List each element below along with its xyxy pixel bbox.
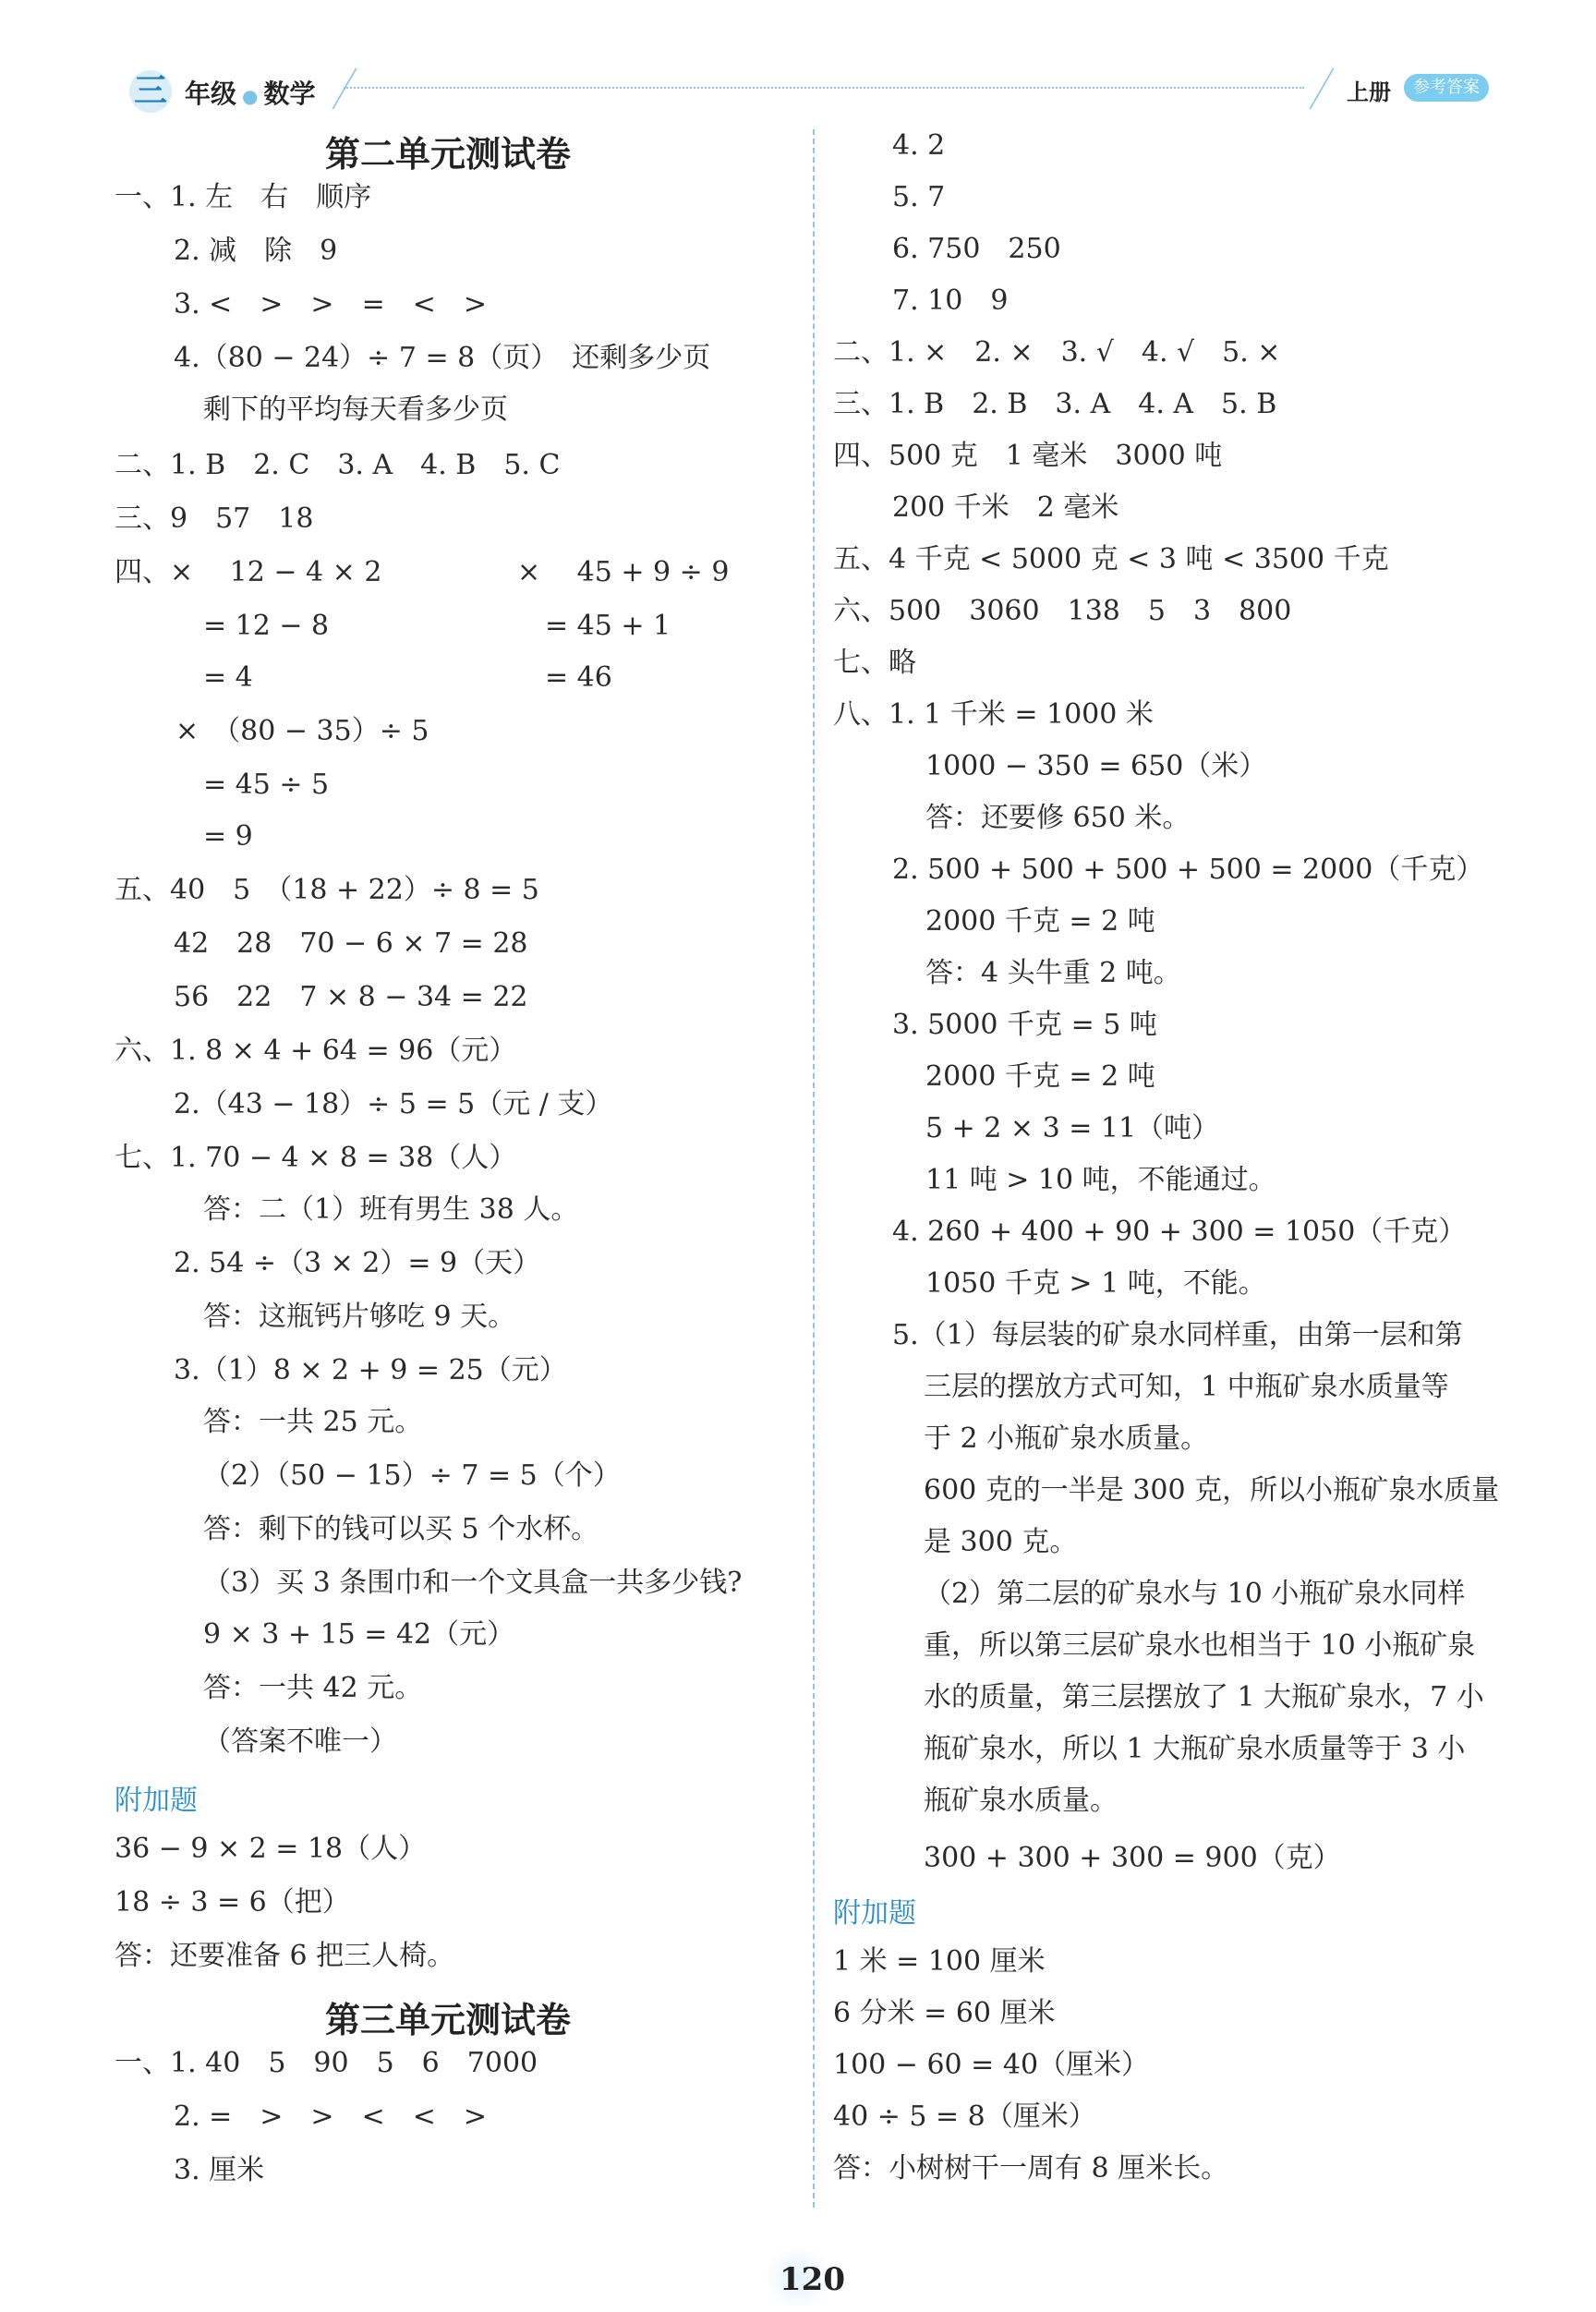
grade-subject-label xyxy=(185,74,315,111)
bonus-title: 附加题 xyxy=(833,1897,916,1930)
answer-line: 2.（43 − 18）÷ 5 = 5（元 / 支） xyxy=(174,1088,613,1120)
answer-line: 18 ÷ 3 = 6（把） xyxy=(115,1886,350,1919)
answer-line: 答：剩下的钱可以买 5 个水杯。 xyxy=(203,1513,599,1545)
answer-line: 答：一共 42 元。 xyxy=(203,1672,423,1704)
answer-line: 答：还要修 650 米。 xyxy=(925,802,1191,834)
grade-label: 年级 xyxy=(185,79,237,109)
answer-line: = 12 − 8 xyxy=(203,610,330,642)
answer-line: = 46 xyxy=(545,661,612,694)
answer-line: 11 吨 > 10 吨，不能通过。 xyxy=(925,1164,1276,1196)
answer-line: 三层的摆放方式可知，1 中瓶矿泉水质量等 xyxy=(924,1371,1449,1403)
answer-line: 2000 千克 = 2 吨 xyxy=(925,905,1155,938)
volume-label: 上册 xyxy=(1347,79,1391,105)
answer-line: = 45 + 1 xyxy=(545,610,671,642)
answer-line: （2）第二层的矿泉水与 10 小瓶矿泉水同样 xyxy=(924,1578,1466,1610)
answer-line: 答：一共 25 元。 xyxy=(203,1406,423,1438)
answer-line: 6 分米 = 60 厘米 xyxy=(833,1997,1056,2029)
bonus-title: 附加题 xyxy=(115,1785,198,1817)
subject-label: 数学 xyxy=(263,79,316,109)
answer-line: 水的质量，第三层摆放了 1 大瓶矿泉水，7 小 xyxy=(924,1681,1484,1713)
answer-line: 五、4 千克 < 5000 克 < 3 吨 < 3500 千克 xyxy=(833,543,1389,575)
answer-line: 六、500 3060 138 5 3 800 xyxy=(833,595,1292,627)
answer-line: 五、40 5 （18 + 22）÷ 8 = 5 xyxy=(115,874,539,906)
answer-line: 6. 750 250 xyxy=(892,233,1061,265)
answer-line: × （80 − 35）÷ 5 xyxy=(175,715,429,747)
grade-badge: 三 xyxy=(129,70,172,113)
answer-line: = 9 xyxy=(203,820,253,853)
answer-line: 100 − 60 = 40（厘米） xyxy=(833,2049,1150,2081)
answer-line: 4. 260 + 400 + 90 + 300 = 1050（千克） xyxy=(892,1216,1467,1248)
answer-line: 1000 − 350 = 650（米） xyxy=(925,750,1267,782)
answer-line: 六、1. 8 × 4 + 64 = 96（元） xyxy=(115,1035,517,1067)
answer-line: 答：这瓶钙片够吃 9 天。 xyxy=(203,1301,516,1333)
answer-line: 七、1. 70 − 4 × 8 = 38（人） xyxy=(115,1142,517,1174)
answer-line: 二、1. B 2. C 3. A 4. B 5. C xyxy=(115,449,561,481)
answer-line: 2000 千克 = 2 吨 xyxy=(925,1060,1155,1093)
answer-line: 八、1. 1 千米 = 1000 米 xyxy=(833,698,1154,731)
page-header xyxy=(0,0,1596,129)
answer-line: 1050 千克 > 1 吨，不能。 xyxy=(925,1267,1266,1300)
answer-line: 300 + 300 + 300 = 900（克） xyxy=(924,1842,1341,1874)
answer-line: 2. 减 除 9 xyxy=(174,235,338,267)
answer-line: 5.（1）每层装的矿泉水同样重，由第一层和第 xyxy=(892,1319,1463,1351)
answer-line: （3）买 3 条围巾和一个文具盒一共多少钱? xyxy=(203,1567,743,1599)
answer-line: 一、1. 左 右 顺序 xyxy=(115,181,372,213)
answer-line: 答：二（1）班有男生 38 人。 xyxy=(203,1193,579,1226)
header-dotted-rule xyxy=(344,87,1304,89)
answer-line: 7. 10 9 xyxy=(892,284,1009,317)
answer-line: 1 米 = 100 厘米 xyxy=(833,1945,1046,1978)
answer-line: 3. 5000 千克 = 5 吨 xyxy=(892,1009,1157,1041)
answer-line: 5 + 2 × 3 = 11（吨） xyxy=(925,1112,1220,1144)
answer-line: 二、1. × 2. × 3. √ 4. √ 5. × xyxy=(833,336,1281,369)
answer-line: 2. = > > < < > xyxy=(174,2100,487,2133)
answer-line: 四、× 12 − 4 × 2 xyxy=(115,556,382,588)
answer-line: 答：4 头牛重 2 吨。 xyxy=(925,957,1181,989)
answer-line: 答：还要准备 6 把三人椅。 xyxy=(115,1940,455,1972)
column-divider xyxy=(813,129,815,2208)
answer-line: 2. 54 ÷（3 × 2）= 9（天） xyxy=(174,1247,541,1279)
answer-line: 是 300 克。 xyxy=(924,1526,1078,1558)
answer-line: （答案不唯一） xyxy=(203,1725,397,1758)
answer-line: 3.（1）8 × 2 + 9 = 25（元） xyxy=(174,1354,567,1386)
answer-line: 600 克的一半是 300 克，所以小瓶矿泉水质量 xyxy=(924,1474,1500,1507)
answer-line: 40 ÷ 5 = 8（厘米） xyxy=(833,2100,1096,2133)
answer-line: 5. 7 xyxy=(892,181,946,213)
answer-line: 剩下的平均每天看多少页 xyxy=(203,393,508,426)
answer-key-badge: 参考答案 xyxy=(1404,74,1489,102)
answer-line: 4.（80 − 24）÷ 7 = 8（页） 还剩多少页 xyxy=(174,342,711,374)
answer-line: （2）（50 − 15）÷ 7 = 5（个） xyxy=(203,1459,621,1492)
answer-line: 七、略 xyxy=(833,647,916,679)
answer-line: 4. 2 xyxy=(892,129,946,162)
answer-line: 答：小树树干一周有 8 厘米长。 xyxy=(833,2152,1229,2185)
answer-line: 瓶矿泉水质量。 xyxy=(924,1785,1118,1817)
header-slash-right xyxy=(1309,68,1334,109)
answer-line: 3. < > > = < > xyxy=(174,288,487,321)
separator-dot-icon: ● xyxy=(242,85,259,107)
answer-line: 重，所以第三层矿泉水也相当于 10 小瓶矿泉 xyxy=(924,1629,1476,1662)
answer-line: 于 2 小瓶矿泉水质量。 xyxy=(924,1422,1209,1455)
answer-line: 三、9 57 18 xyxy=(115,502,314,535)
answer-line: 3. 厘米 xyxy=(174,2154,265,2186)
answer-line: 42 28 70 − 6 × 7 = 28 xyxy=(174,927,528,960)
answer-line: 三、1. B 2. B 3. A 4. A 5. B xyxy=(833,388,1277,420)
answer-line: 36 − 9 × 2 = 18（人） xyxy=(115,1833,427,1865)
page-number: 120 xyxy=(780,2261,845,2298)
unit2-title: 第二单元测试卷 xyxy=(325,133,572,175)
header-slash-left xyxy=(332,68,357,109)
answer-line: = 45 ÷ 5 xyxy=(203,769,330,801)
answer-line: = 4 xyxy=(203,661,253,694)
answer-line: 56 22 7 × 8 − 34 = 22 xyxy=(174,981,528,1013)
answer-line: 一、1. 40 5 90 5 6 7000 xyxy=(115,2047,538,2079)
answer-line: 2. 500 + 500 + 500 + 500 = 2000（千克） xyxy=(892,853,1484,886)
answer-line: 四、500 克 1 毫米 3000 吨 xyxy=(833,440,1223,472)
answer-line: × 45 + 9 ÷ 9 xyxy=(517,556,730,588)
answer-line: 9 × 3 + 15 = 42（元） xyxy=(203,1618,515,1651)
unit3-title: 第三单元测试卷 xyxy=(325,1999,572,2040)
answer-line: 瓶矿泉水，所以 1 大瓶矿泉水质量等于 3 小 xyxy=(924,1733,1466,1765)
answer-line: 200 千米 2 毫米 xyxy=(892,491,1119,524)
